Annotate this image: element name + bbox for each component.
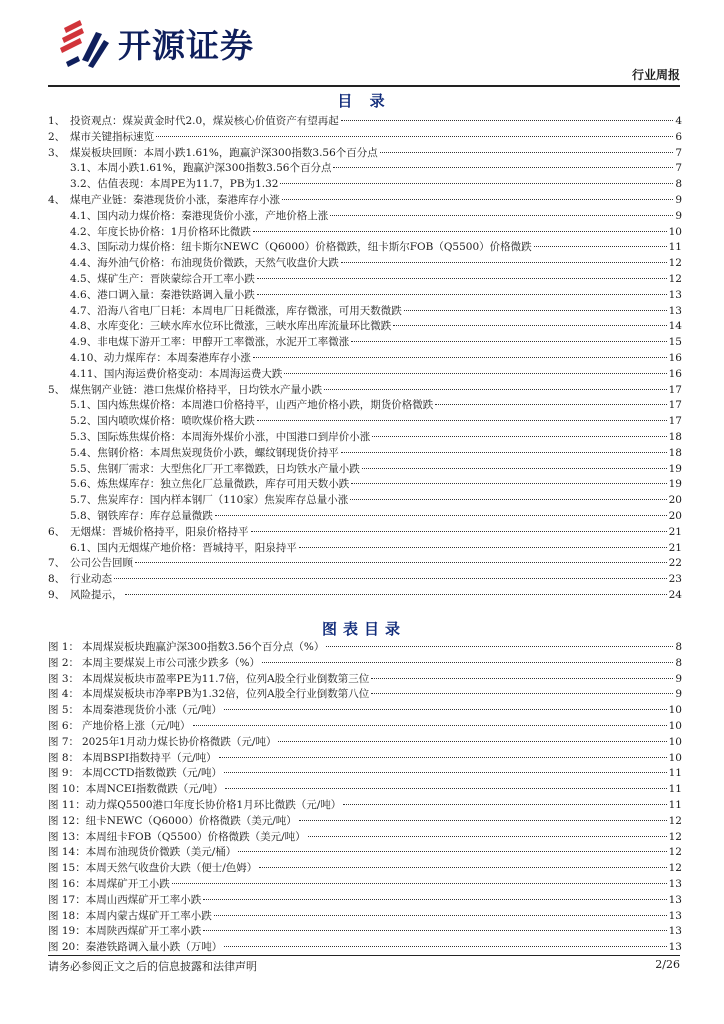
- toc-entry[interactable]: [48, 541, 682, 557]
- figure-entry-number: 图 17：: [48, 893, 86, 906]
- figure-entry-title: 本周布油现货价微跌（美元/桶）: [85, 846, 237, 859]
- figure-entry[interactable]: [48, 672, 682, 688]
- toc-entry-page: 9: [675, 209, 682, 222]
- toc-entry[interactable]: [48, 256, 682, 272]
- toc-entry[interactable]: [48, 572, 682, 588]
- toc-entry-page: 16: [668, 351, 682, 364]
- dot-leader: [224, 709, 667, 710]
- figure-entry-title: 秦港铁路调入量小跌（万吨）: [85, 941, 223, 954]
- dot-leader: [172, 883, 667, 884]
- figure-entry-title: 本周煤矿开工小跌: [85, 877, 170, 890]
- figure-entry-title: 本周煤炭板块跑赢沪深300指数3.56个百分点（%）: [82, 641, 325, 653]
- toc-entry-page: 19: [668, 478, 682, 491]
- figure-entry[interactable]: [48, 735, 682, 751]
- dot-leader: [372, 436, 666, 437]
- dot-leader: [534, 246, 667, 247]
- toc-entry-page: 6: [675, 130, 682, 143]
- toc-entry-number: 6.1、: [70, 541, 98, 554]
- toc-entry[interactable]: [48, 209, 682, 225]
- toc-entry-page: 11: [668, 241, 682, 254]
- toc-entry-number: 1、: [48, 115, 66, 127]
- dot-leader: [257, 278, 667, 279]
- dot-leader: [215, 515, 667, 516]
- toc-entry-title: 风险提示，: [70, 588, 123, 601]
- toc-entry-page: 20: [668, 509, 682, 522]
- toc-entry-number: 4.2、: [70, 225, 98, 238]
- toc-entry-number: 8、: [48, 573, 66, 586]
- page-header: [48, 14, 680, 84]
- toc-entry-page: 24: [668, 588, 682, 601]
- figure-entry-page: 9: [675, 672, 682, 685]
- toc-entry-title: 沿海八省电厂日耗：本周电厂日耗微涨，库存微涨，可用天数微跌: [97, 304, 402, 317]
- page-number: 2/26: [655, 958, 680, 971]
- toc-entry-page: 21: [668, 541, 682, 554]
- toc-entry-number: 3、: [48, 146, 66, 159]
- toc-entry[interactable]: [48, 146, 682, 162]
- dot-leader: [257, 420, 667, 421]
- dot-leader: [193, 725, 667, 726]
- toc-entry-page: 18: [668, 430, 682, 443]
- dot-leader: [393, 325, 666, 326]
- toc-entry[interactable]: [48, 525, 682, 541]
- toc-entry[interactable]: [48, 130, 682, 146]
- toc-entry[interactable]: [48, 462, 682, 478]
- toc-entry-number: 5.4、: [70, 446, 98, 459]
- dot-leader: [253, 357, 667, 358]
- figure-entry-title: 本周煤炭板块市盈率PE为11.7倍，位列A股全行业倒数第三位: [82, 672, 370, 685]
- figure-entry[interactable]: [48, 640, 682, 656]
- figure-entry-page: 12: [668, 814, 682, 827]
- figure-entry[interactable]: [48, 687, 682, 703]
- figure-entry-page: 13: [668, 909, 682, 922]
- toc-entry-title: 国内动力煤价格：秦港现货价小涨，产地价格上涨: [97, 209, 329, 222]
- figure-entry[interactable]: [48, 893, 682, 909]
- toc-entry[interactable]: [48, 193, 682, 209]
- toc-entry-number: 4.11、: [70, 367, 104, 380]
- toc-entry[interactable]: [48, 319, 682, 335]
- toc-entry-page: 10: [668, 225, 682, 238]
- figure-entry-title: 本周BSPI指数持平（元/吨）: [82, 751, 217, 764]
- toc-entry-page: 17: [668, 399, 682, 412]
- report-type-label: 行业周报: [631, 68, 680, 82]
- toc-entry-title: 焦钢厂需求：大型焦化厂开工率微跌，日均铁水产量小跌: [97, 462, 360, 475]
- toc-entry-page: 19: [668, 462, 682, 475]
- figure-entry-number: 图 18：: [48, 909, 86, 922]
- toc-entry-title: 焦炭库存：国内样本钢厂（110家）焦炭库存总量小涨: [97, 494, 349, 507]
- toc-entry[interactable]: [48, 509, 682, 525]
- toc-entry-title: 海外油气价格：布油现货价微跌，天然气收盘价大跌: [97, 257, 339, 270]
- figure-entry[interactable]: [48, 909, 682, 925]
- toc-entry-page: 21: [668, 525, 682, 538]
- toc-entry-number: 4.8、: [70, 320, 98, 333]
- toc-entry-title: 国内海运费价格变动：本周海运费大跌: [103, 367, 283, 380]
- toc-entry[interactable]: [48, 383, 682, 399]
- dot-leader: [351, 341, 666, 342]
- toc-entry-title: 公司公告回顾: [70, 557, 133, 570]
- dot-leader: [341, 120, 674, 121]
- toc-entry-page: 16: [668, 367, 682, 380]
- toc-entry[interactable]: [48, 414, 682, 430]
- toc-entry[interactable]: [48, 588, 682, 604]
- dot-leader: [251, 531, 667, 532]
- toc-entry[interactable]: [48, 493, 682, 509]
- dot-leader: [299, 547, 667, 548]
- toc-entry-title: 无烟煤：晋城价格持平，阳泉价格持平: [70, 525, 249, 538]
- toc-entry-number: 9、: [48, 588, 66, 601]
- header-divider: [48, 85, 680, 87]
- figure-entry-page: 12: [668, 846, 682, 859]
- dot-leader: [156, 136, 673, 137]
- toc-entry-page: 15: [668, 336, 682, 349]
- figure-entry-number: 图 13：: [48, 830, 86, 843]
- toc-entry-number: 2、: [48, 130, 66, 143]
- figure-entry[interactable]: [48, 924, 682, 940]
- toc-entry-page: 18: [668, 446, 682, 459]
- toc-entry-page: 8: [675, 178, 682, 191]
- toc-entry[interactable]: [48, 335, 682, 351]
- toc-entry-number: 4.6、: [70, 288, 98, 301]
- toc-entry-number: 7、: [48, 557, 66, 570]
- toc-entry-title: 国内炼焦煤价格：本周港口价格持平，山西产地价格小跌，期货价格微跌: [97, 399, 434, 412]
- figure-entry-number: 图 20：: [48, 941, 86, 954]
- footer-disclaimer: 请务必参阅正文之后的信息披露和法律声明: [48, 960, 257, 973]
- toc-entry-page: 9: [675, 193, 682, 206]
- toc-entry-number: 4.4、: [70, 257, 98, 270]
- toc-entry-title: 国内喷吹煤价格：喷吹煤价格大跌: [97, 415, 255, 428]
- toc-entry[interactable]: [48, 161, 682, 177]
- toc-entry-title: 煤矿生产：晋陕蒙综合开工率小跌: [97, 272, 255, 285]
- figure-entry[interactable]: [48, 861, 682, 877]
- toc-entry-number: 5.2、: [70, 415, 98, 428]
- toc-entry[interactable]: [48, 446, 682, 462]
- dot-leader: [282, 199, 673, 200]
- figure-entry-title: 本周纽卡FOB（Q5500）价格微跌（美元/吨）: [85, 830, 306, 843]
- figure-list-title: 图表目录: [321, 620, 406, 638]
- dot-leader: [114, 578, 667, 579]
- dot-leader: [262, 662, 673, 663]
- figure-entry-number: 图 19：: [48, 925, 86, 938]
- dot-leader: [280, 183, 673, 184]
- toc-entry-title: 估值表现：本周PE为11.7，PB为1.32: [97, 178, 279, 191]
- toc-entry-page: 4: [675, 115, 682, 127]
- toc-entry-title: 非电煤下游开工率：甲醇开工率微涨，水泥开工率微涨: [97, 336, 350, 349]
- toc-entry-title: 本周小跌1.61%，跑赢沪深300指数3.56个百分点: [97, 162, 332, 175]
- figure-entry-title: 本周主要煤炭上市公司涨少跌多（%）: [82, 656, 260, 669]
- figure-entry-title: 本周CCTD指数微跌（元/吨）: [82, 767, 223, 780]
- dot-leader: [330, 215, 673, 216]
- toc-entry-number: 4.9、: [70, 336, 98, 349]
- toc-entry-number: 5.5、: [70, 462, 98, 475]
- figure-entry-number: 图 14：: [48, 846, 86, 859]
- figure-entry-page: 13: [668, 925, 682, 938]
- dot-leader: [225, 788, 666, 789]
- figure-entry[interactable]: [48, 751, 682, 767]
- figure-entry-number: 图 2：: [48, 656, 80, 669]
- brand-logo: [58, 16, 254, 70]
- dot-leader: [257, 294, 667, 295]
- toc-entry[interactable]: [48, 351, 682, 367]
- toc-entry-title: 动力煤库存：本周秦港库存小涨: [103, 351, 251, 364]
- toc-entry-page: 7: [675, 146, 682, 159]
- toc-entry-number: 3.2、: [70, 178, 98, 191]
- dot-leader: [135, 562, 667, 563]
- dot-leader: [324, 389, 667, 390]
- toc-entry-number: 5.7、: [70, 494, 98, 507]
- toc-entry[interactable]: [48, 477, 682, 493]
- dot-leader: [125, 594, 667, 595]
- toc-entry-title: 年度长协价格：1月价格环比微跌: [97, 225, 251, 238]
- figure-entry-page: 10: [668, 751, 682, 764]
- figure-entry-title: 产地价格上涨（元/吨）: [82, 719, 191, 732]
- toc-entry-number: 4.10、: [70, 351, 104, 364]
- toc-entry-number: 5.8、: [70, 509, 98, 522]
- toc-entry-page: 17: [668, 383, 682, 396]
- toc-entry-number: 4、: [48, 193, 66, 206]
- toc-entry[interactable]: [48, 430, 682, 446]
- toc-entry-page: 7: [675, 162, 682, 175]
- toc-entry-title: 煤焦钢产业链：港口焦煤价格持平，日均铁水产量小跌: [70, 383, 322, 396]
- figure-entry-number: 图 1：: [48, 641, 80, 653]
- toc-entry-title: 钢铁库存：库存总量微跌: [97, 509, 213, 522]
- figure-entry-number: 图 8：: [48, 751, 80, 764]
- figure-entry-title: 动力煤Q5500港口年度长协价格1月环比微跌（元/吨）: [85, 798, 342, 811]
- dot-leader: [341, 262, 667, 263]
- dot-leader: [371, 678, 673, 679]
- toc-entry[interactable]: [48, 398, 682, 414]
- figure-entry-title: 本周山西煤矿开工率小跌: [85, 893, 202, 906]
- toc-title: 目 录: [337, 92, 391, 110]
- toc-entry-title: 国内无烟煤产地价格：晋城持平，阳泉持平: [97, 541, 297, 554]
- toc-entry[interactable]: [48, 225, 682, 241]
- toc-entry-title: 煤炭板块回顾：本周小跌1.61%，跑赢沪深300指数3.56个百分点: [70, 146, 378, 159]
- figure-entry-number: 图 6：: [48, 719, 80, 732]
- toc-entry[interactable]: [48, 304, 682, 320]
- brand-name: 开源证券: [118, 25, 254, 65]
- figure-entry-number: 图 12：: [48, 814, 86, 827]
- figure-entry-page: 12: [668, 830, 682, 843]
- toc-entry-title: 国际炼焦煤价格：本周海外煤价小涨，中国港口到岸价小涨: [97, 430, 371, 443]
- toc-entry-page: 20: [668, 494, 682, 507]
- dot-leader: [371, 693, 673, 694]
- toc-entry-number: 5、: [48, 383, 66, 396]
- toc-entry-title: 炼焦煤库存：独立焦化厂总量微跌，库存可用天数小跌: [97, 478, 350, 491]
- toc-entry[interactable]: [48, 114, 682, 130]
- figure-entry[interactable]: [48, 798, 682, 814]
- figure-entry-title: 本周内蒙古煤矿开工率小跌: [85, 909, 212, 922]
- figure-entry-page: 10: [668, 719, 682, 732]
- figure-entry[interactable]: [48, 656, 682, 672]
- dot-leader: [278, 741, 666, 742]
- figure-entry[interactable]: [48, 703, 682, 719]
- figure-entry-number: 图 15：: [48, 862, 86, 875]
- toc-entry-page: 22: [668, 557, 682, 570]
- dot-leader: [203, 930, 666, 931]
- dot-leader: [435, 404, 666, 405]
- toc-entry-number: 4.7、: [70, 304, 98, 317]
- figure-entry-title: 本周陕西煤矿开工率小跌: [85, 925, 202, 938]
- kaiyuan-logo-icon: [58, 16, 110, 70]
- figure-entry-page: 11: [668, 798, 682, 811]
- toc-entry-title: 煤电产业链：秦港现货价小涨，秦港库存小涨: [70, 193, 280, 206]
- toc-entry-number: 4.1、: [70, 209, 98, 222]
- figure-entry-number: 图 3：: [48, 672, 80, 685]
- toc-entry-title: 行业动态: [70, 573, 112, 586]
- toc-entry-page: 23: [668, 573, 682, 586]
- toc-entry-number: 5.6、: [70, 478, 98, 491]
- dot-leader: [326, 646, 673, 647]
- figure-entry-number: 图 16：: [48, 877, 86, 890]
- toc-entry[interactable]: [48, 177, 682, 193]
- figure-entry-number: 图 5：: [48, 704, 80, 717]
- dot-leader: [299, 820, 667, 821]
- figure-entry-page: 9: [675, 688, 682, 701]
- toc-entry-number: 6、: [48, 525, 66, 538]
- toc-entry-page: 12: [668, 257, 682, 270]
- figure-entry[interactable]: [48, 877, 682, 893]
- figure-entry[interactable]: [48, 940, 682, 956]
- toc-entry-page: 13: [668, 304, 682, 317]
- toc-entry-page: 13: [668, 288, 682, 301]
- dot-leader: [219, 757, 667, 758]
- toc-entry-page: 17: [668, 415, 682, 428]
- dot-leader: [380, 152, 674, 153]
- toc-entry-number: 4.3、: [70, 241, 98, 254]
- figure-entry-page: 10: [668, 704, 682, 717]
- figure-entry[interactable]: [48, 830, 682, 846]
- toc-entry-title: 焦钢价格：本周焦炭现货价小跌，螺纹钢现货价持平: [97, 446, 339, 459]
- dot-leader: [350, 499, 666, 500]
- dot-leader: [308, 836, 667, 837]
- figure-entry-title: 2025年1月动力煤长协价格微跌（元/吨）: [82, 735, 277, 748]
- toc-entry[interactable]: [48, 556, 682, 572]
- dot-leader: [362, 468, 667, 469]
- figure-entry-page: 10: [668, 735, 682, 748]
- figure-entry-number: 图 11：: [48, 798, 86, 811]
- figure-entry[interactable]: [48, 845, 682, 861]
- figure-entry-page: 11: [668, 783, 682, 796]
- figure-entry-page: 8: [675, 641, 682, 653]
- figure-entry-number: 图 4：: [48, 688, 80, 701]
- dot-leader: [404, 310, 667, 311]
- figure-entry[interactable]: [48, 766, 682, 782]
- figure-entry-page: 13: [668, 941, 682, 954]
- toc-entry-number: 3.1、: [70, 162, 98, 175]
- toc-entry[interactable]: [48, 288, 682, 304]
- figure-entry-page: 13: [668, 877, 682, 890]
- toc-entry-title: 煤市关键指标速览: [70, 130, 154, 143]
- dot-leader: [224, 946, 666, 947]
- dot-leader: [203, 899, 666, 900]
- toc-entry[interactable]: [48, 367, 682, 383]
- footer-divider: [48, 955, 680, 956]
- figure-list: [48, 640, 682, 956]
- toc-entry-title: 国际动力煤价格：纽卡斯尔NEWC（Q6000）价格微跌，纽卡斯尔FOB（Q5500）价格微跌: [97, 241, 532, 254]
- figure-entry-page: 13: [668, 893, 682, 906]
- toc-entry-page: 12: [668, 272, 682, 285]
- figure-entry-title: 纽卡NEWC（Q6000）价格微跌（美元/吨）: [85, 814, 297, 827]
- toc-entry-number: 5.3、: [70, 430, 98, 443]
- dot-leader: [224, 772, 667, 773]
- figure-entry[interactable]: [48, 814, 682, 830]
- table-of-contents: [48, 114, 682, 604]
- toc-entry-title: 水库变化：三峡水库水位环比微涨，三峡水库出库流量环比微跌: [97, 320, 392, 333]
- dot-leader: [341, 452, 667, 453]
- figure-entry-title: 本周天然气收盘价大跌（便士/色姆）: [85, 862, 258, 875]
- dot-leader: [259, 867, 666, 868]
- dot-leader: [333, 167, 673, 168]
- dot-leader: [343, 804, 666, 805]
- dot-leader: [284, 373, 666, 374]
- figure-entry-page: 11: [668, 767, 682, 780]
- figure-entry-title: 本周秦港现货价小涨（元/吨）: [82, 704, 223, 717]
- figure-entry[interactable]: [48, 719, 682, 735]
- toc-entry[interactable]: [48, 272, 682, 288]
- figure-entry-number: 图 9：: [48, 767, 80, 780]
- dot-leader: [253, 231, 667, 232]
- toc-entry-number: 5.1、: [70, 399, 98, 412]
- figure-entry-title: 本周NCEI指数微跌（元/吨）: [85, 783, 224, 796]
- figure-entry-number: 图 10：: [48, 783, 86, 796]
- figure-entry-page: 12: [668, 862, 682, 875]
- toc-entry-number: 4.5、: [70, 272, 98, 285]
- toc-entry-title: 投资观点：煤炭黄金时代2.0，煤炭核心价值资产有望再起: [70, 115, 339, 127]
- figure-entry-page: 8: [675, 656, 682, 669]
- dot-leader: [214, 915, 667, 916]
- figure-entry-title: 本周煤炭板块市净率PB为1.32倍，位列A股全行业倒数第八位: [82, 688, 370, 701]
- figure-entry[interactable]: [48, 782, 682, 798]
- dot-leader: [238, 851, 666, 852]
- figure-entry-number: 图 7：: [48, 735, 80, 748]
- toc-entry-title: 港口调入量：秦港铁路调入量小跌: [97, 288, 255, 301]
- toc-entry-page: 14: [668, 320, 682, 333]
- toc-entry[interactable]: [48, 240, 682, 256]
- dot-leader: [351, 483, 666, 484]
